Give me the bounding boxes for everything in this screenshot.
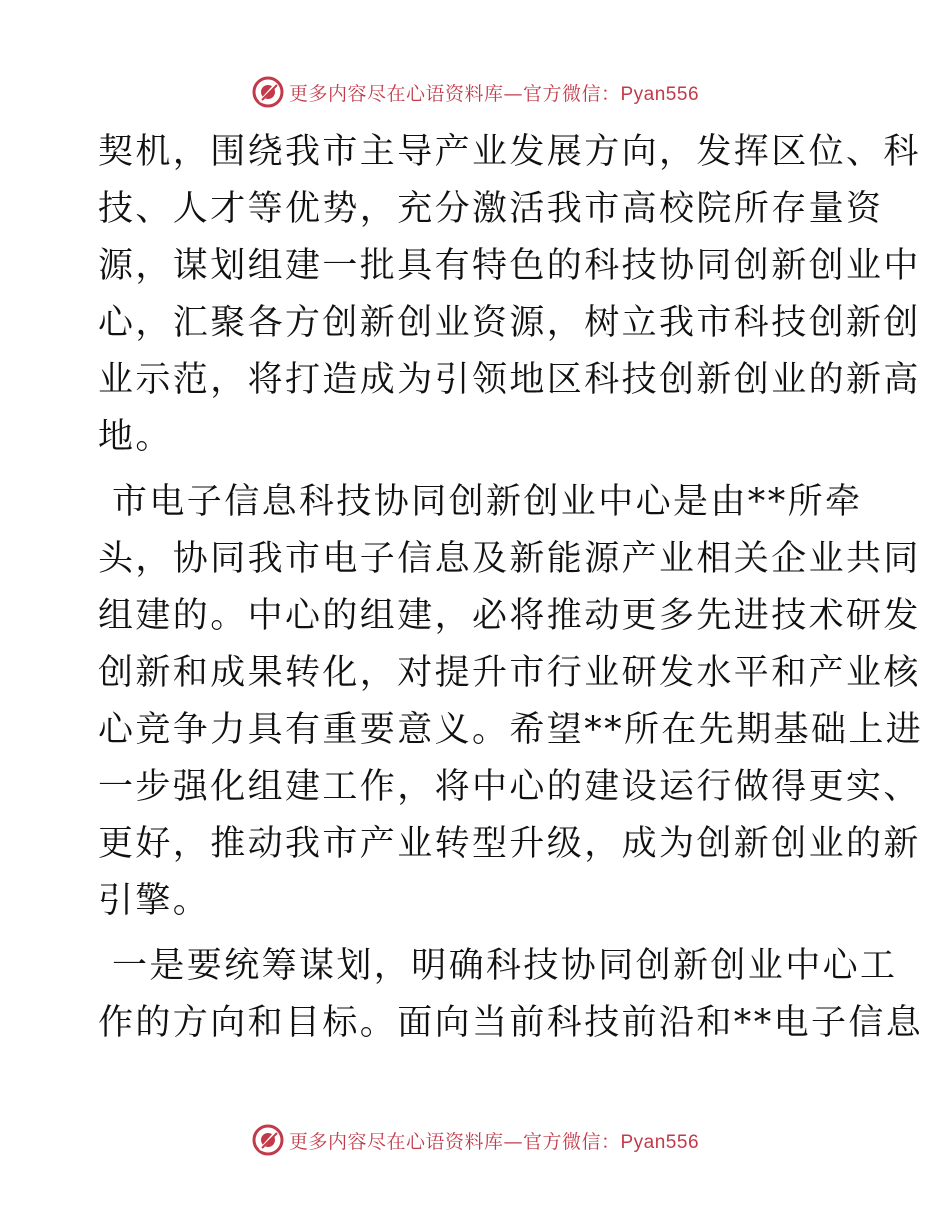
banner-text	[289, 79, 699, 106]
text-line: 心，汇聚各方创新创业资源，树立我市科技创新创	[98, 303, 921, 343]
banner-wechat-id: Pyan556	[620, 83, 700, 105]
text-line: 地。	[98, 417, 173, 457]
text-line: 源，谋划组建一批具有特色的科技协同创新创业中	[98, 246, 921, 286]
text-line: 一步强化组建工作，将中心的建设运行做得更实、	[98, 767, 921, 807]
text-line: 头，协同我市电子信息及新能源产业相关企业共同	[98, 539, 921, 579]
text-line: 一是要统筹谋划，明确科技协同创新创业中心工	[112, 946, 898, 986]
text-line: 更好，推动我市产业转型升级，成为创新创业的新	[98, 824, 921, 864]
header-banner	[0, 72, 950, 112]
paragraph-3	[98, 938, 924, 1052]
text-line: 创新和成果转化，对提升市行业研发水平和产业核	[98, 653, 921, 693]
paragraph-1	[98, 124, 921, 466]
banner-dash: —	[503, 1130, 523, 1153]
text-line: 心竞争力具有重要意义。希望**所在先期基础上进	[98, 710, 924, 750]
text-line: 业示范，将打造成为引领地区科技创新创业的新高	[98, 360, 921, 400]
banner-wechat-id: Pyan556	[620, 1131, 700, 1153]
footer-banner	[0, 1120, 950, 1160]
banner-site-name: 更多内容尽在心语资料库	[288, 82, 504, 105]
banner-text	[289, 1127, 699, 1154]
text-line: 技、人才等优势，充分激活我市高校院所存量资	[98, 189, 884, 229]
brand-logo-icon	[251, 1123, 285, 1157]
text-line: 组建的。中心的组建，必将推动更多先进技术研发	[98, 596, 921, 636]
text-line: 契机，围绕我市主导产业发展方向，发挥区位、科	[98, 132, 921, 172]
brand-logo-icon	[251, 75, 285, 109]
banner-wechat-label: 官方微信：	[522, 82, 621, 105]
text-line: 引擎。	[98, 881, 211, 921]
document-body	[98, 124, 924, 1060]
text-line: 作的方向和目标。面向当前科技前沿和**电子信息	[98, 1003, 924, 1043]
paragraph-2	[98, 474, 924, 930]
text-line: 市电子信息科技协同创新创业中心是由**所牵	[112, 482, 863, 522]
banner-site-name: 更多内容尽在心语资料库	[288, 1130, 504, 1153]
banner-wechat-label: 官方微信：	[522, 1130, 621, 1153]
banner-dash: —	[503, 82, 523, 105]
